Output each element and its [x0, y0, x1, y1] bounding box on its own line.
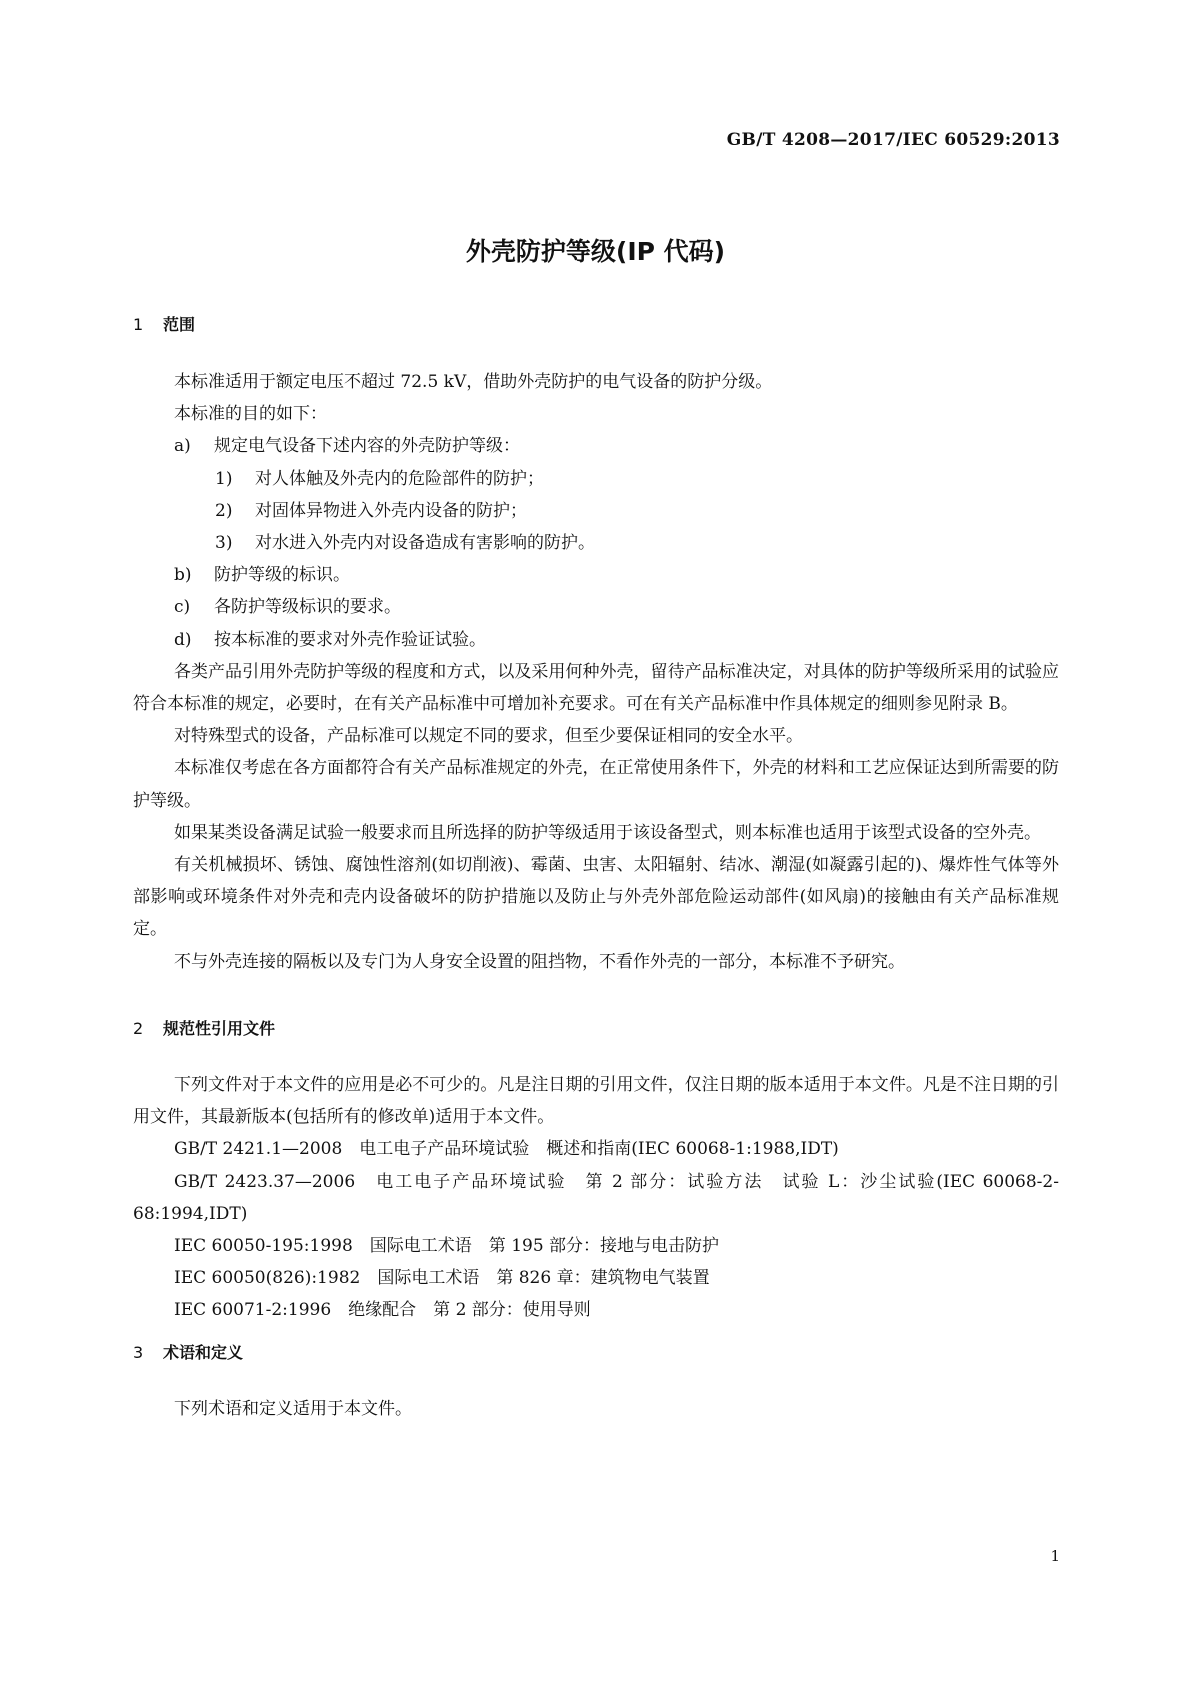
section-3-title: 术语和定义 — [163, 1343, 244, 1362]
paragraph: 不与外壳连接的隔板以及专门为人身安全设置的阻挡物，不看作外壳的一部分，本标准不予研究。 — [174, 951, 905, 972]
section-2-heading — [133, 1016, 275, 1039]
list-label: 2) — [215, 500, 233, 521]
section-3-body — [133, 1393, 1059, 1425]
paragraph: 本标准仅考虑在各方面都符合有关产品标准规定的外壳，在正常使用条件下，外壳的材料和工艺应保证达到所需要的防护等级。 — [133, 758, 1059, 811]
standard-code: GB/T 4208—2017/IEC 60529:2013 — [726, 130, 1060, 150]
list-item — [133, 559, 1059, 591]
reference-item: GB/T 2423.37—2006 电工电子产品环境试验 第 2 部分：试验方法 试验 L：沙尘试验(IEC 60068-2-68:1994,IDT) — [133, 1171, 1059, 1224]
list-item — [133, 495, 1059, 527]
section-3-number: 3 — [133, 1343, 144, 1362]
paragraph: 下列术语和定义适用于本文件。 — [174, 1399, 412, 1419]
paragraph: 有关机械损坏、锈蚀、腐蚀性溶剂(如切削液)、霉菌、虫害、太阳辐射、结冰、潮湿(如凝露引起的)、爆炸性气体等外部影响或环境条件对外壳和壳内设备破坏的防护措施以及防止与外壳外部危险运动部件(如风扇)的接触由有关产品标准规定。 — [133, 855, 1059, 940]
paragraph: 下列文件对于本文件的应用是必不可少的。凡是注日期的引用文件，仅注日期的版本适用于本文件。凡是不注日期的引用文件，其最新版本(包括所有的修改单)适用于本文件。 — [133, 1075, 1059, 1128]
section-1-title: 范围 — [163, 315, 196, 334]
list-label: b) — [174, 565, 192, 586]
list-item — [133, 430, 1059, 462]
section-1-number: 1 — [133, 315, 144, 334]
reference-item: GB/T 2421.1—2008 电工电子产品环境试验 概述和指南(IEC 60068-1:1988,IDT) — [174, 1139, 839, 1160]
list-item — [133, 463, 1059, 495]
list-text: 防护等级的标识。 — [214, 565, 350, 586]
paragraph: 对特殊型式的设备，产品标准可以规定不同的要求，但至少要保证相同的安全水平。 — [174, 726, 803, 747]
section-2-body — [133, 1069, 1059, 1327]
list-label: a) — [174, 436, 191, 457]
list-text: 对固体异物进入外壳内设备的防护； — [255, 500, 527, 521]
list-label: d) — [174, 629, 192, 650]
paragraph: 各类产品引用外壳防护等级的程度和方式，以及采用何种外壳，留待产品标准决定，对具体的防护等级所采用的试验应符合本标准的规定，必要时，在有关产品标准中可增加补充要求。可在有关产品标准中作具体规定的细则参见附录 B。 — [133, 661, 1059, 715]
list-item — [133, 591, 1059, 623]
section-1-body — [133, 366, 1059, 978]
list-label: 1) — [215, 468, 233, 489]
paragraph: 如果某类设备满足试验一般要求而且所选择的防护等级适用于该设备型式，则本标准也适用于该型式设备的空外壳。 — [174, 822, 1041, 843]
page-number: 1 — [1050, 1547, 1060, 1565]
section-2-number: 2 — [133, 1019, 144, 1038]
reference-item: IEC 60071-2:1996 绝缘配合 第 2 部分：使用导则 — [174, 1300, 591, 1321]
list-text: 按本标准的要求对外壳作验证试验。 — [214, 629, 486, 650]
reference-item: IEC 60050-195:1998 国际电工术语 第 195 部分：接地与电击防护 — [174, 1236, 720, 1257]
list-text: 各防护等级标识的要求。 — [214, 597, 401, 618]
paragraph: 本标准的目的如下： — [174, 404, 327, 425]
section-1-heading — [133, 312, 195, 335]
section-2-title: 规范性引用文件 — [163, 1019, 276, 1038]
paragraph: 本标准适用于额定电压不超过 72.5 kV，借助外壳防护的电气设备的防护分级。 — [174, 372, 773, 392]
list-label: c) — [174, 597, 191, 618]
list-text: 对水进入外壳内对设备造成有害影响的防护。 — [255, 533, 595, 554]
reference-item: IEC 60050(826):1982 国际电工术语 第 826 章：建筑物电气装置 — [174, 1268, 710, 1289]
list-item — [133, 624, 1059, 656]
list-text: 规定电气设备下述内容的外壳防护等级： — [214, 436, 520, 457]
list-text: 对人体触及外壳内的危险部件的防护； — [255, 468, 544, 489]
list-item — [133, 527, 1059, 559]
document-title: 外壳防护等级(IP 代码) — [465, 237, 726, 266]
list-label: 3) — [215, 533, 233, 554]
section-3-heading — [133, 1340, 243, 1363]
